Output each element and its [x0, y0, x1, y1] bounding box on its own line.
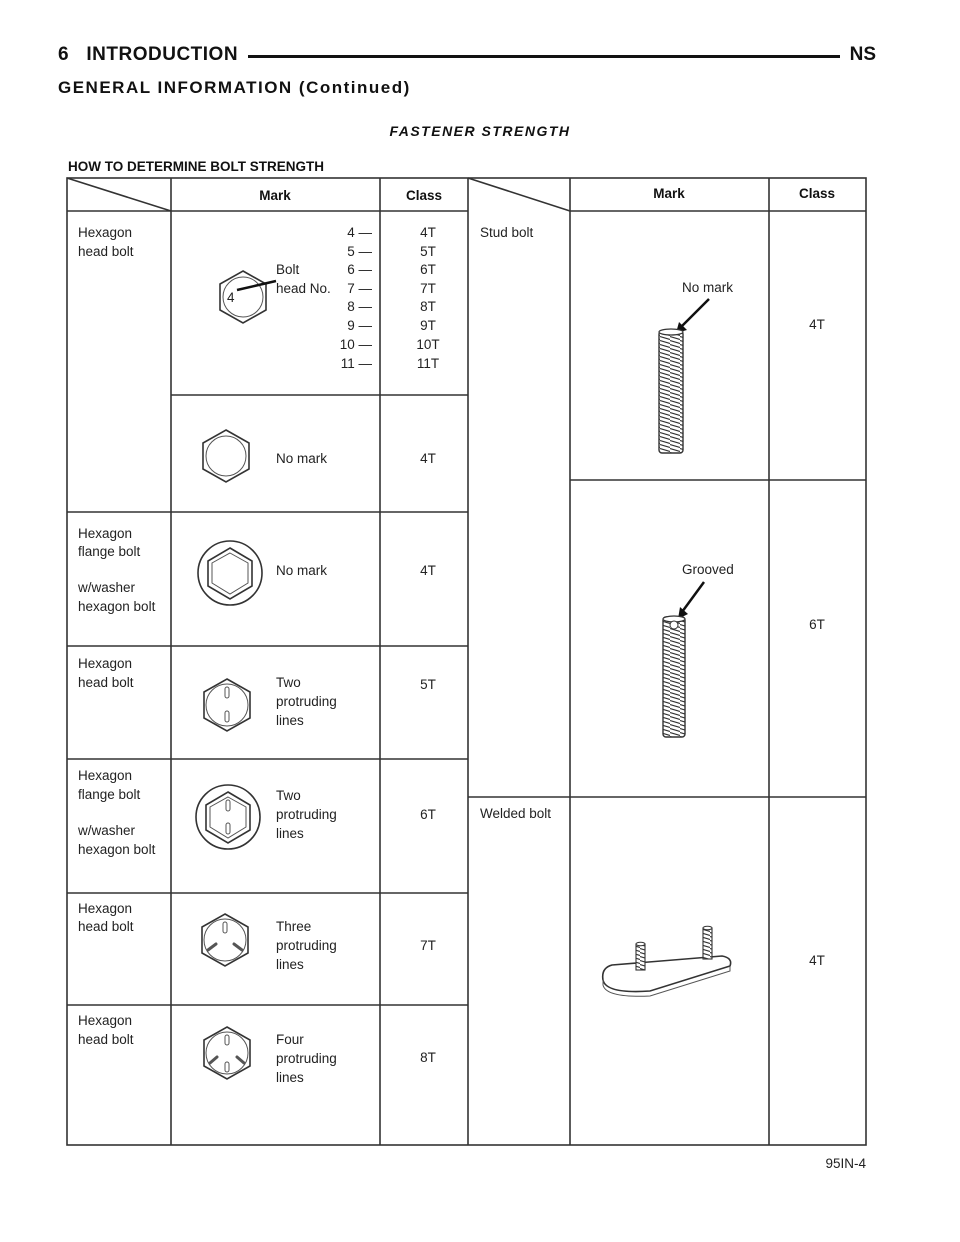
head-class-list [416, 225, 439, 371]
bolt-type-label: head bolt [78, 1032, 134, 1047]
bolt-type-label: w/washer [78, 580, 136, 595]
mark-label: Two [276, 788, 301, 803]
bolt-type-label: flange bolt [78, 787, 141, 802]
bolt-head-label: head No. [276, 281, 331, 296]
stud-bolt-label: Stud bolt [480, 225, 534, 240]
class-value: 6T [420, 807, 436, 822]
bolt-type-label: flange bolt [78, 544, 141, 559]
class-value: 7T [420, 281, 436, 296]
class-header-right: Class [798, 186, 836, 201]
welded-bolt-plate-icon [603, 926, 731, 996]
class-header-left: Class [405, 188, 443, 203]
class-value: 6T [420, 262, 436, 277]
table-frame [67, 178, 866, 1145]
bolt-head-label: Bolt [276, 262, 300, 277]
mark-label: Four [276, 1032, 304, 1047]
bolt-type-label: head bolt [78, 244, 134, 259]
table-title: HOW TO DETERMINE BOLT STRENGTH [68, 159, 324, 174]
head-number: 10 — [339, 337, 372, 352]
bolt-type-label: hexagon bolt [78, 599, 156, 614]
flange-two-line-head-icon [196, 785, 260, 849]
mark-label: lines [276, 826, 304, 841]
mark-label: protruding [276, 938, 337, 953]
bolt-type-label: Hexagon [78, 656, 133, 671]
class-value: 8T [420, 1050, 436, 1065]
class-value: 7T [420, 938, 436, 953]
mark-label: lines [276, 713, 304, 728]
mark-label: lines [276, 957, 304, 972]
mark-label: No mark [276, 451, 328, 466]
bolt-type-label: head bolt [78, 919, 134, 934]
two-line-hex-head-icon [204, 679, 250, 731]
three-line-hex-head-icon [202, 914, 248, 966]
bolt-type-label: hexagon bolt [78, 842, 156, 857]
class-value: 4T [809, 317, 825, 332]
hex-digit: 4 [227, 290, 235, 305]
class-value: 10T [416, 337, 440, 352]
class-value: 11T [416, 356, 440, 371]
head-number: 7 — [347, 281, 372, 296]
bolt-type-label: Hexagon [78, 225, 133, 240]
head-number-list [340, 225, 373, 371]
mark-label: No mark [276, 563, 328, 578]
head-number: 4 — [347, 225, 372, 240]
welded-bolt-label: Welded bolt [480, 806, 552, 821]
mark-label: Two [276, 675, 301, 690]
bolt-type-label: head bolt [78, 675, 134, 690]
head-number: 11 — [340, 356, 372, 371]
head-number: 5 — [347, 244, 372, 259]
bolt-type-label: Hexagon [78, 526, 133, 541]
stud-bolt-plain-icon [659, 329, 683, 453]
head-number: 8 — [347, 299, 372, 314]
class-value: 5T [420, 677, 436, 692]
class-value: 4T [809, 953, 825, 968]
class-value: 4T [420, 451, 436, 466]
bolt-type-label: Hexagon [78, 1013, 133, 1028]
class-value: 4T [420, 563, 436, 578]
bolt-type-label: w/washer [78, 823, 136, 838]
class-value: 6T [809, 617, 825, 632]
mark-header-left: Mark [259, 188, 291, 203]
mark-label: No mark [682, 280, 734, 295]
page-subtitle: GENERAL INFORMATION (Continued) [58, 78, 411, 97]
flange-hex-head-icon [198, 541, 262, 605]
bolt-type-label: Hexagon [78, 901, 133, 916]
mark-label: protruding [276, 1051, 337, 1066]
four-line-hex-head-icon [204, 1027, 250, 1079]
mark-label: protruding [276, 807, 337, 822]
mark-label: Three [276, 919, 312, 934]
plain-hex-head-icon [203, 430, 249, 482]
head-number: 6 — [347, 262, 372, 277]
class-value: 8T [420, 299, 436, 314]
numbered-hex-head-icon [220, 271, 276, 323]
figure-title: FASTENER STRENGTH [389, 123, 571, 139]
class-value: 9T [420, 318, 436, 333]
mark-label: protruding [276, 694, 337, 709]
head-number: 9 — [347, 318, 372, 333]
mark-label: lines [276, 1070, 304, 1085]
class-value: 4T [420, 225, 436, 240]
manual-code: NS [840, 44, 876, 66]
mark-label: Grooved [682, 562, 734, 577]
section-title: 6 INTRODUCTION [58, 44, 248, 66]
bolt-type-label: Hexagon [78, 768, 133, 783]
figure-code: 95IN-4 [825, 1156, 866, 1171]
stud-bolt-grooved-icon [663, 616, 685, 737]
mark-header-right: Mark [653, 186, 685, 201]
class-value: 5T [420, 244, 436, 259]
